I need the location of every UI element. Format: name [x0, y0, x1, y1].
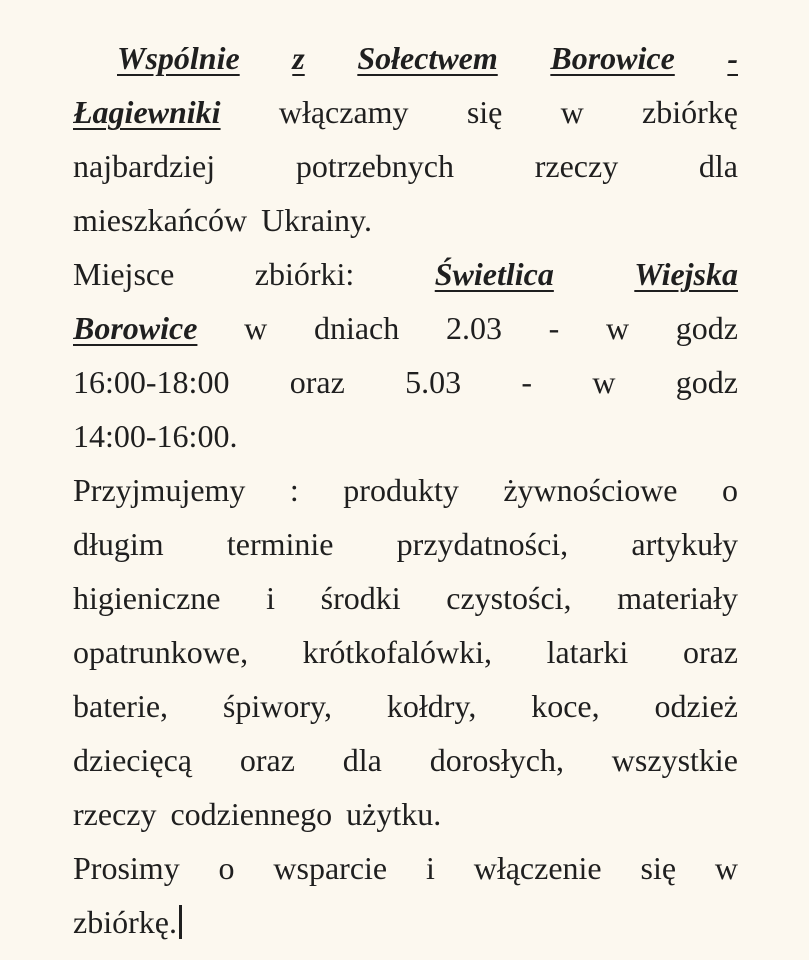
underlined-word: Wiejska — [634, 256, 738, 292]
location-line-3: 16:00-18:00 oraz 5.03 - w godz — [73, 364, 738, 400]
intro-paragraph — [73, 31, 738, 247]
accepted-line-1: Przyjmujemy : produkty żywnościowe o — [73, 472, 738, 508]
underlined-word: Borowice — [550, 40, 675, 76]
closing-paragraph — [73, 841, 738, 949]
accepted-line-3: higieniczne i środki czystości, materiały — [73, 580, 738, 616]
underlined-word: Łagiewniki — [73, 94, 221, 130]
location-label: Miejsce zbiórki: — [73, 256, 355, 292]
text-cursor-icon — [179, 905, 182, 939]
intro-line-2 — [73, 85, 738, 139]
underlined-word: Borowice — [73, 310, 198, 346]
text-segment: zbiórkę. — [73, 904, 177, 940]
closing-line-1: Prosimy o wsparcie i włączenie się w — [73, 850, 738, 886]
underlined-word: Świetlica — [434, 256, 554, 292]
accepted-line-4: opatrunkowe, krótkofalówki, latarki oraz — [73, 634, 738, 670]
accepted-line-6: dziecięcą oraz dla dorosłych, wszystkie — [73, 742, 738, 778]
accepted-items-paragraph — [73, 463, 738, 841]
announcement-text — [73, 31, 738, 949]
intro-line-1 — [73, 31, 738, 85]
location-line-4: 14:00-16:00. — [73, 418, 238, 454]
accepted-line-7: rzeczy codziennego użytku. — [73, 796, 442, 832]
text-segment: w dniach 2.03 - w godz — [244, 310, 738, 346]
underlined-dash: - — [727, 40, 738, 76]
text-segment: włączamy się w zbiórkę — [278, 94, 738, 130]
intro-line-4: mieszkańców Ukrainy. — [73, 202, 372, 238]
location-paragraph — [73, 247, 738, 463]
underlined-word: z — [292, 40, 305, 76]
accepted-line-2: długim terminie przydatności, artykuły — [73, 526, 738, 562]
accepted-line-5: baterie, śpiwory, kołdry, koce, odzież — [73, 688, 738, 724]
intro-line-3: najbardziej potrzebnych rzeczy dla — [73, 148, 738, 184]
underlined-word: Wspólnie — [117, 40, 240, 76]
closing-line-2 — [73, 895, 738, 949]
location-line-1 — [73, 247, 738, 301]
underlined-word: Sołectwem — [357, 40, 498, 76]
location-line-2 — [73, 301, 738, 355]
